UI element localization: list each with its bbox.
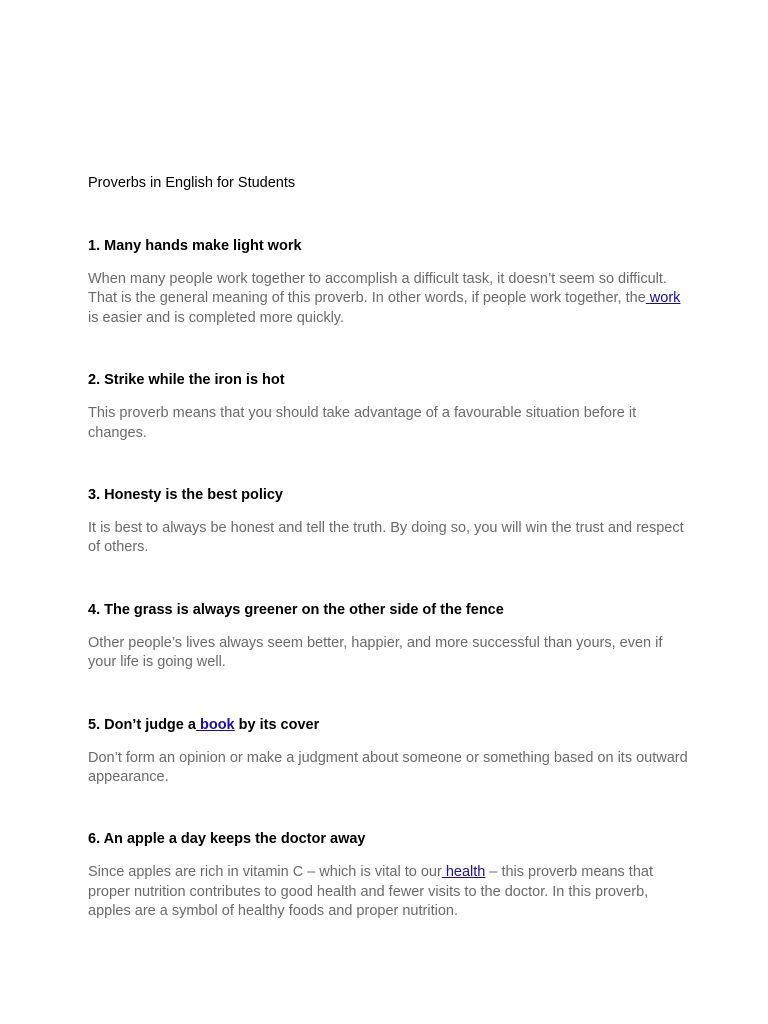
- proverb-body: Other people’s lives always seem better, happier, and more successful than yours, even if your life is going well.: [88, 634, 663, 671]
- proverb-item-1: [88, 236, 688, 328]
- proverb-body: This proverb means that you should take advantage of a favourable situation before it changes.: [88, 405, 637, 441]
- proverb-item-2: [88, 370, 688, 443]
- proverb-heading: 3. Honesty is the best policy: [88, 487, 283, 504]
- proverb-body-text: When many people work together to accomplish a difficult task, it doesn’t seem so difficult. That is the general meaning of this proverb. In other words, if people work together, the: [88, 271, 667, 307]
- proverb-heading-text: 5. Don’t judge a: [88, 716, 196, 733]
- book-link[interactable]: book: [195, 716, 235, 733]
- proverb-heading: 1. Many hands make light work: [88, 238, 302, 254]
- proverb-item-3: [88, 485, 688, 558]
- document-page: [88, 173, 688, 964]
- proverb-heading: [88, 715, 688, 735]
- proverb-body: Don’t form an opinion or make a judgment about someone or something based on its outward appearance.: [88, 749, 688, 786]
- work-link[interactable]: work: [645, 290, 681, 307]
- proverb-item-4: [88, 600, 688, 673]
- proverb-item-6: [88, 829, 688, 921]
- health-link[interactable]: health: [441, 864, 486, 881]
- proverb-body: [88, 270, 688, 328]
- proverb-heading-text: by its cover: [234, 716, 320, 733]
- proverb-body: [88, 863, 688, 921]
- proverb-body-text: is easier and is completed more quickly.: [88, 309, 345, 326]
- proverb-body: It is best to always be honest and tell the truth. By doing so, you will win the trust and respect of others.: [88, 520, 684, 556]
- proverb-body-text: Since apples are rich in vitamin C – which is vital to our: [88, 864, 442, 881]
- proverb-heading: 2. Strike while the iron is hot: [88, 372, 285, 389]
- page-title: Proverbs in English for Students: [88, 175, 296, 191]
- proverb-item-5: [88, 715, 688, 788]
- proverb-heading: 6. An apple a day keeps the doctor away: [88, 831, 366, 848]
- proverb-body-text: – this proverb means that proper nutrition contributes to good health and fewer visits to the doctor. In this proverb, apples are a symbol of healthy foods and proper nutrition.: [88, 864, 653, 920]
- proverb-heading: 4. The grass is always greener on the other side of the fence: [88, 601, 504, 618]
